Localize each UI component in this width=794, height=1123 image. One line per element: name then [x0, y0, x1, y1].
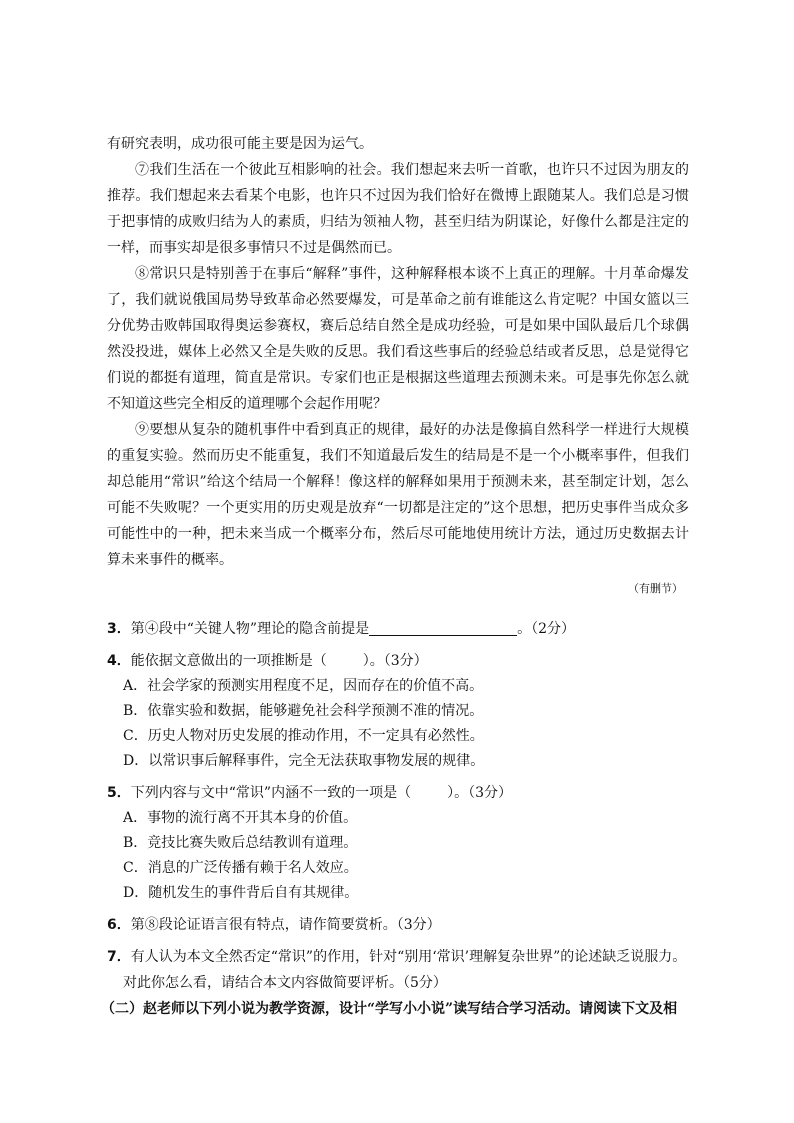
question-score: ）。（3分）: [447, 785, 512, 801]
option-b[interactable]: B．竞技比赛失败后总结教训有道理。: [123, 835, 358, 851]
question-4: [107, 648, 689, 674]
question-number: 5．: [107, 785, 131, 801]
question-3: [107, 616, 689, 642]
option-c[interactable]: C．历史人物对历史发展的推动作用，不一定具有必然性。: [123, 728, 484, 744]
source-note: （有删节）: [628, 582, 683, 595]
option-d[interactable]: D．以常识事后解释事件，完全无法获取事物发展的规律。: [123, 753, 485, 769]
question-6: [107, 912, 689, 938]
question-5: [107, 780, 689, 806]
question-score: ）。（3分）: [362, 653, 428, 669]
paragraph-7: ⑦我们生活在一个彼此互相影响的社会。我们想起来去听一首歌，也许只不过因为朋友的推荐。我们想起来去看某个电影，也许只不过因为我们恰好在微博上跟随某人。我们总是习惯于把事情的成败归结为人的素质，归结为领袖人物，甚至归结为阴谋论，好像什么都是注定的一样，而事实却是很多事情只不过是偶然而已。: [107, 162, 689, 256]
question-number: 7．: [107, 949, 131, 965]
reading-passage: [101, 131, 689, 1022]
option-d[interactable]: D．随机发生的事件背后自有其规律。: [123, 885, 359, 901]
question-score: 。（2分）: [517, 621, 575, 637]
question-text: 第⑧段论证语言很有特点，请作简要赏析。（3分）: [130, 917, 441, 933]
option-b[interactable]: B．依靠实验和数据，能够避免社会科学预测不准的情况。: [123, 703, 484, 719]
option-c[interactable]: C．消息的广泛传播有赖于名人效应。: [123, 860, 358, 876]
paragraph-8: ⑧常识只是特别善于在事后“解释”事件，这种解释根本谈不上真正的理解。十月革命爆发了，我们就说俄国局势导致革命必然要爆发，可是革命之前有谁能这么肯定呢？中国女篮以三分优势击败韩国取得奥运参赛权，赛后总结自然全是成功经验，可是如果中国队最后几个球偶然没投进，媒体上必然又全是失败的反思。我们看这些事后的经验总结或者反思，总是觉得它们说的都挺有道理，简直是常识。专家们也正是根据这些道理去预测未来。可是事先你怎么就不知道这些完全相反的道理哪个会起作用呢？: [107, 266, 689, 412]
question-text: 能依据文意做出的一项推断是（: [130, 653, 327, 669]
question-7: [107, 944, 689, 996]
question-text: 第④段中“关键人物”理论的隐含前提是: [130, 621, 370, 637]
question-number: 4．: [107, 653, 131, 669]
option-a[interactable]: A．社会学家的预测实用程度不足，因而存在的价值不高。: [123, 678, 484, 694]
option-a[interactable]: A．事物的流行离不开其本身的价值。: [123, 810, 358, 826]
answer-blank[interactable]: [369, 619, 517, 636]
section-heading: （二）赵老师以下列小说为教学资源，设计“学写小小说”读写结合学习活动。请阅读下文及相: [101, 1001, 678, 1017]
question-number: 6．: [107, 917, 131, 933]
question-text: 下列内容与文中“常识”内涵不一致的一项是（: [130, 785, 412, 801]
paragraph-continuation: 有研究表明，成功很可能主要是因为运气。: [107, 136, 373, 152]
paragraph-9: ⑨要想从复杂的随机事件中看到真正的规律，最好的办法是像搞自然科学一样进行大规模的重复实验。然而历史不能重复，我们不知道最后发生的结局是不是一个小概率事件，但我们却总能用“常识”给这个结局一个解释！像这样的解释如果用于预测未来，甚至制定计划，怎么可能不失败呢？一个更实用的历史观是放弃“一切都是注定的”这个思想，把历史事件当成众多可能性中的一种，把未来当成一个概率分布，然后尽可能地使用统计方法，通过历史数据去计算未来事件的概率。: [107, 422, 689, 568]
question-text: 有人认为本文全然否定“常识”的作用，针对“别用‘常识’理解复杂世界”的论述缺乏说服力。对此你怎么看，请结合本文内容做简要评析。（5分）: [123, 949, 687, 991]
question-number: 3．: [107, 621, 131, 637]
